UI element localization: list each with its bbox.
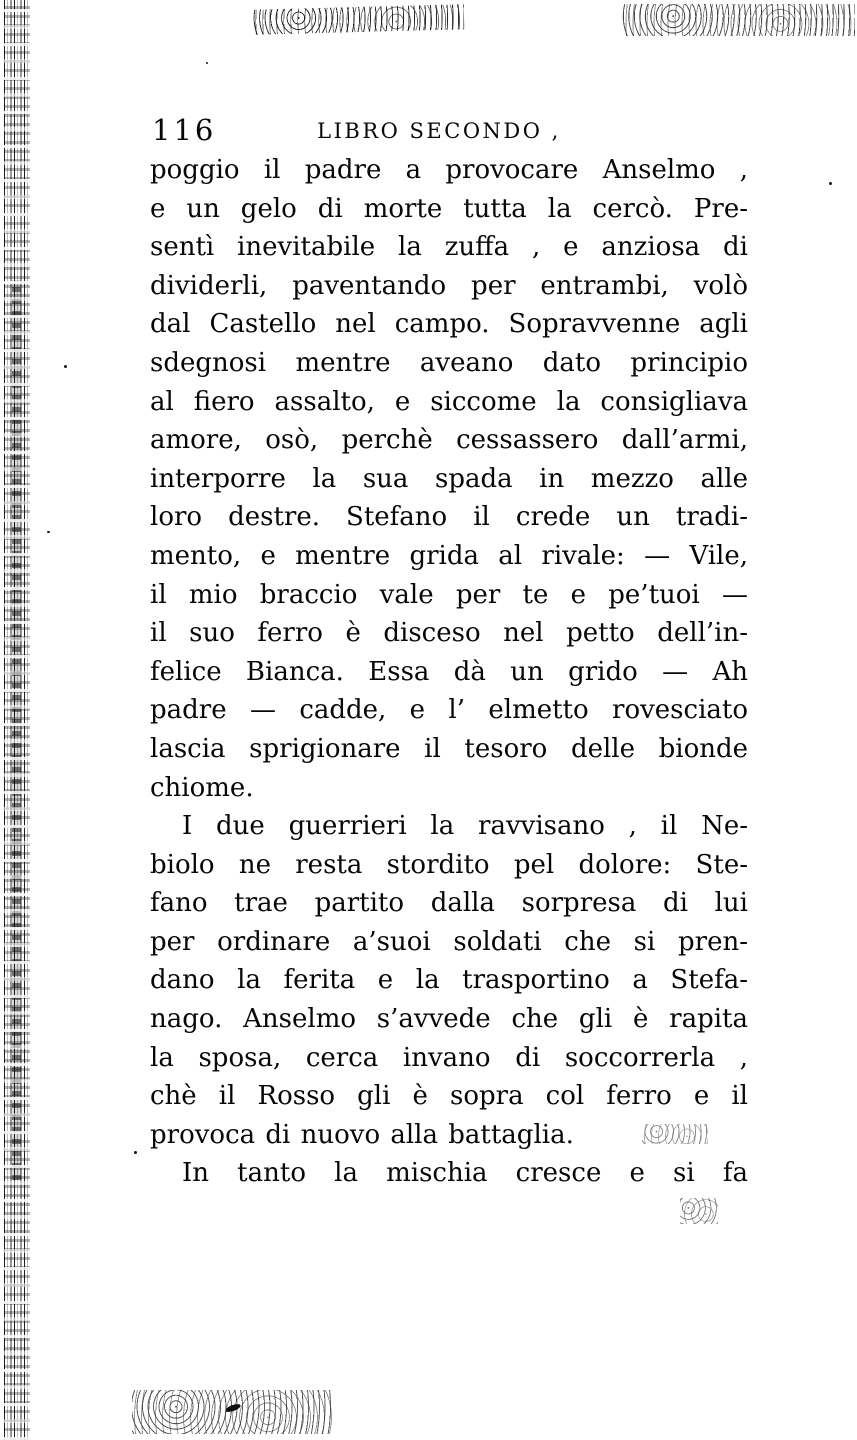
text-line: felice Bianca. Essa dà un grido — Ah	[150, 656, 748, 687]
text-line: padre — cadde, e l’ elmetto rovesciato	[150, 695, 748, 726]
text-line: amore, osò, perchè cessassero dall’armi,	[150, 425, 748, 456]
binding-shadow	[4, 0, 30, 1440]
text-line: chiome.	[150, 772, 254, 803]
text-line: sdegnosi mentre aveano dato principio	[150, 347, 748, 378]
body-text	[150, 151, 748, 1193]
text-line: loro destre. Stefano il crede un tradi-	[150, 502, 748, 533]
ink-speck	[134, 1151, 137, 1154]
text-line: biolo ne resta stordito pel dolore: Ste-	[150, 849, 748, 880]
text-line: per ordinare a’suoi soldati che si pren-	[150, 926, 748, 957]
text-line: nago. Anselmo s’avvede che gli è rapita	[150, 1004, 748, 1035]
text-line: mento, e mentre grida al rivale: — Vile,	[150, 540, 748, 571]
text-line: dano la ferita e la trasportino a Stefa-	[150, 965, 748, 996]
scan-smudge-bottom-left	[132, 1390, 332, 1434]
text-line: I due guerrieri la ravvisano , il Ne-	[182, 811, 748, 842]
text-line: la sposa, cerca invano di soccorrerla ,	[150, 1042, 748, 1073]
text-line: il mio braccio vale per te e pe’tuoi —	[150, 579, 748, 610]
ink-speck	[829, 182, 832, 185]
text-line: al fiero assalto, e siccome la consigliava	[150, 386, 748, 417]
text-line: e un gelo di morte tutta la cercò. Pre-	[150, 193, 748, 224]
page-number: 116	[152, 113, 217, 147]
text-line: lascia sprigionare il tesoro delle bionde	[150, 733, 748, 764]
scan-smudge-top-right	[622, 4, 855, 36]
text-line: sentì inevitabile la zuffa , e anziosa di	[150, 232, 748, 263]
text-line: chè il Rosso gli è sopra col ferro e il	[150, 1081, 748, 1112]
text-line: In tanto la mischia cresce e si fa	[182, 1158, 748, 1189]
text-line: fano trae partito dalla sorpresa di lui	[150, 888, 748, 919]
text-line: provoca di nuovo alla battaglia.	[150, 1119, 574, 1150]
scan-smudge-below-text	[680, 1198, 718, 1224]
text-line: interporre la sua spada in mezzo alle	[150, 463, 748, 494]
ink-speck	[64, 365, 67, 368]
text-line: dividerli, paventando per entrambi, volò	[150, 270, 748, 301]
scan-smudge-top-left	[252, 4, 465, 35]
page-header	[150, 111, 748, 151]
text-line: dal Castello nel campo. Sopravvenne agli	[150, 309, 748, 340]
text-line: il suo ferro è disceso nel petto dell’in-	[150, 618, 748, 649]
text-line: poggio il padre a provocare Anselmo ,	[150, 155, 748, 185]
ink-speck	[47, 531, 50, 533]
ink-speck	[206, 62, 208, 64]
running-header-title: LIBRO SECONDO ,	[317, 119, 561, 143]
